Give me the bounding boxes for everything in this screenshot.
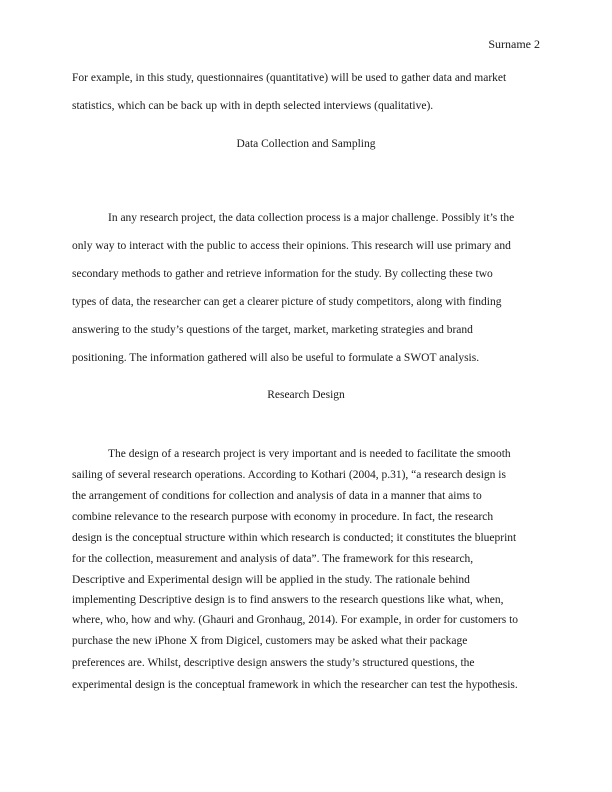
section1-line-2: only way to interact with the public to access their opinions. This research will use primary and (72, 240, 511, 252)
section2-line-12: experimental design is the conceptual framework in which the researcher can test the hypothesis. (72, 679, 518, 691)
section1-line-6: positioning. The information gathered will also be useful to formulate a SWOT analysis. (72, 352, 480, 364)
section2-line-4: combine relevance to the research purpose with economy in procedure. In fact, the research (72, 511, 494, 523)
section2-line-11: preferences are. Whilst, descriptive design answers the study’s structured questions, the (72, 657, 475, 669)
section1-line-4: types of data, the researcher can get a clearer picture of study competitors, along with finding (72, 296, 502, 308)
section1-line-1: In any research project, the data collection process is a major challenge. Possibly it’s the (108, 212, 515, 224)
section2-line-1: The design of a research project is very important and is needed to facilitate the smooth (108, 448, 511, 460)
intro-line-1: For example, in this study, questionnaires (quantitative) will be used to gather data and market (72, 72, 507, 84)
section-heading-research-design: Research Design (267, 389, 345, 401)
section1-line-3: secondary methods to gather and retrieve information for the study. By collecting these two (72, 268, 493, 280)
section2-line-3: the arrangement of conditions for collection and analysis of data in a manner that aims to (72, 490, 482, 502)
section2-line-10: purchase the new iPhone X from Digicel, customers may be asked what their package (72, 635, 468, 647)
section-heading-data-collection: Data Collection and Sampling (236, 138, 376, 150)
section2-line-5: design is the conceptual structure within which research is conducted; it constitutes the blueprint (72, 532, 517, 544)
intro-line-2: statistics, which can be back up with in depth selected interviews (qualitative). (72, 100, 434, 112)
section2-line-8: implementing Descriptive design is to find answers to the research questions like what, when, (72, 594, 504, 606)
section2-line-6: for the collection, measurement and analysis of data”. The framework for this research, (72, 553, 474, 565)
section2-line-2: sailing of several research operations. According to Kothari (2004, p.31), “a research design is (72, 469, 506, 481)
running-head: Surname 2 (488, 37, 540, 51)
section2-line-9: where, who, how and why. (Ghauri and Gronhaug, 2014). For example, in order for customers to (72, 614, 519, 626)
section1-line-5: answering to the study’s questions of the target, market, marketing strategies and brand (72, 324, 473, 336)
section2-line-7: Descriptive and Experimental design will be applied in the study. The rationale behind (72, 574, 470, 586)
